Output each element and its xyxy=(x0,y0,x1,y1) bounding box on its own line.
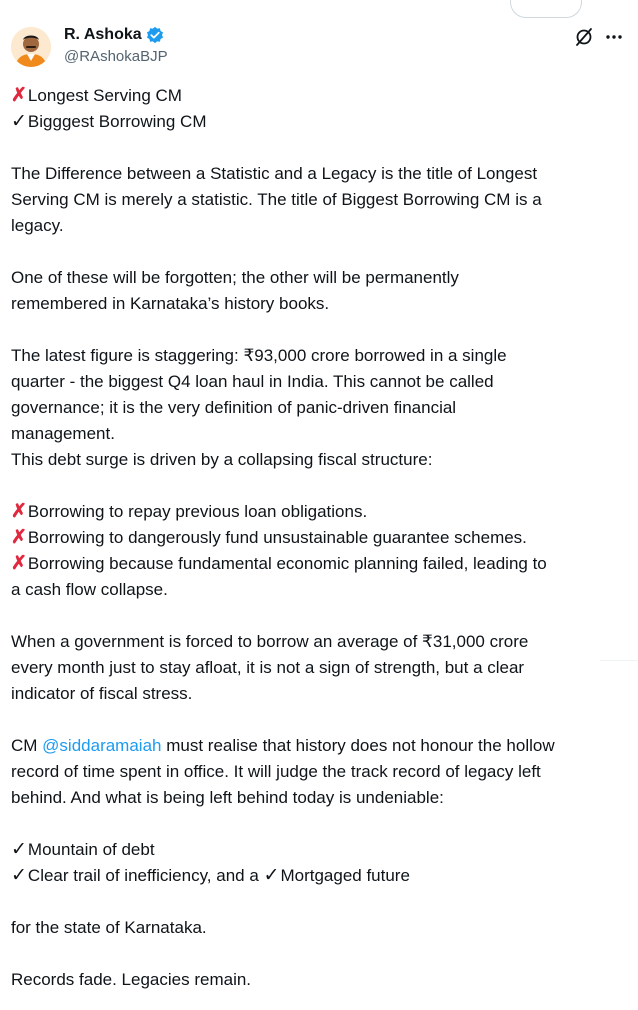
post-line: This debt surge is driven by a collapsing fiscal structure: xyxy=(11,450,433,469)
post-line: CM @siddaramaiah must realise that history does not honour the hollow xyxy=(11,736,555,755)
check-mark-icon: ✓ xyxy=(11,111,27,132)
avatar[interactable] xyxy=(11,27,51,67)
post-line: The Difference between a Statistic and a Legacy is the title of Longest xyxy=(11,164,538,183)
more-options-icon[interactable] xyxy=(604,27,624,47)
post-line: record of time spent in office. It will judge the track record of legacy left xyxy=(11,762,541,781)
post-line: The latest figure is staggering: ₹93,000 crore borrowed in a single xyxy=(11,346,507,365)
grok-icon[interactable] xyxy=(574,27,594,47)
post-text xyxy=(11,83,631,993)
post-line: indicator of fiscal stress. xyxy=(11,684,193,703)
post-line: One of these will be forgotten; the other will be permanently xyxy=(11,268,459,287)
post-line: a cash flow collapse. xyxy=(11,580,168,599)
mention-link[interactable]: @siddaramaiah xyxy=(42,736,162,755)
cross-mark-icon: ✗ xyxy=(11,527,27,548)
check-mark-icon: ✓ xyxy=(11,839,27,860)
divider xyxy=(600,660,638,661)
post-line: ✓Bigggest Borrowing CM xyxy=(11,111,207,132)
post-line: quarter - the biggest Q4 loan haul in India. This cannot be called xyxy=(11,372,494,391)
post-line: Records fade. Legacies remain. xyxy=(11,970,252,989)
author-handle[interactable]: @RAshokaBJP xyxy=(64,48,168,65)
post-line: ✗Longest Serving CM xyxy=(11,85,182,106)
post-line: behind. And what is being left behind today is undeniable: xyxy=(11,788,444,807)
name-row xyxy=(64,25,164,45)
post-line: remembered in Karnataka’s history books. xyxy=(11,294,330,313)
post-line: ✗Borrowing to dangerously fund unsustainable guarantee schemes. xyxy=(11,527,527,548)
post-line: management. xyxy=(11,424,115,443)
post-line: ✓Clear trail of inefficiency, and a ✓Mortgaged future xyxy=(11,865,410,886)
post-line: When a government is forced to borrow an average of ₹31,000 crore xyxy=(11,632,529,651)
post-line: legacy. xyxy=(11,216,64,235)
post-line: ✗Borrowing to repay previous loan obligations. xyxy=(11,501,368,522)
author-name[interactable]: R. Ashoka xyxy=(64,26,142,43)
check-mark-icon: ✓ xyxy=(11,865,27,886)
avatar-image xyxy=(11,27,51,67)
post-line: governance; it is the very definition of panic-driven financial xyxy=(11,398,457,417)
cross-mark-icon: ✗ xyxy=(11,501,27,522)
post-line: ✓Mountain of debt xyxy=(11,839,155,860)
check-mark-icon: ✓ xyxy=(263,865,280,886)
cross-mark-icon: ✗ xyxy=(11,85,27,106)
post-line: Serving CM is merely a statistic. The title of Biggest Borrowing CM is a xyxy=(11,190,542,209)
post-line: for the state of Karnataka. xyxy=(11,918,207,937)
post-line: ✗Borrowing because fundamental economic planning failed, leading to xyxy=(11,553,547,574)
cross-mark-icon: ✗ xyxy=(11,553,27,574)
new-posts-pill[interactable] xyxy=(510,0,582,18)
post-line: every month just to stay afloat, it is not a sign of strength, but a clear xyxy=(11,658,525,677)
verified-badge-icon xyxy=(146,26,164,44)
post-header xyxy=(0,0,638,80)
